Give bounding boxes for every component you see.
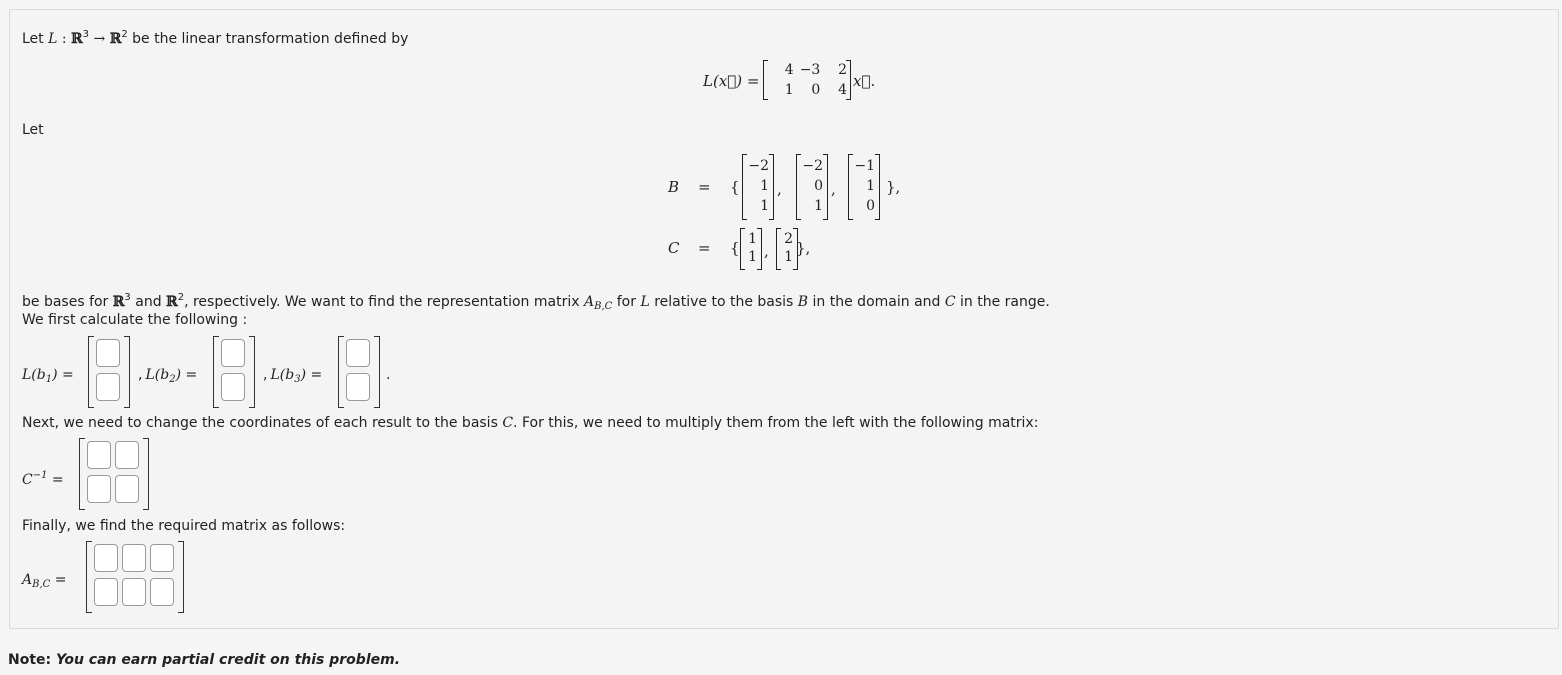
lb2-text: L(b — [145, 367, 170, 383]
vector-bracket-right — [757, 228, 762, 270]
abc-input-r2c2[interactable] — [122, 578, 146, 606]
definition-matrix-cell: 4 — [838, 82, 847, 98]
colon: : — [57, 31, 72, 47]
basis-b-label: B — [668, 178, 680, 196]
vector-entry: 1 — [748, 249, 757, 265]
basis-c-comma: , — [764, 242, 769, 260]
vector-entry: 1 — [784, 249, 793, 265]
column-vector — [799, 156, 823, 216]
abc-input-r2c1[interactable] — [94, 578, 118, 606]
domain-space: ℝ — [71, 31, 83, 47]
let-label: Let — [22, 122, 44, 138]
definition-lhs: L(x⃗) = — [703, 72, 760, 90]
vector-entry: 0 — [866, 198, 875, 214]
cinv-bracket-right — [143, 438, 149, 510]
vector-entry: 1 — [866, 178, 875, 194]
note-text: You can earn partial credit on this problem. — [56, 652, 401, 668]
vector-bracket-right — [823, 154, 828, 220]
def-bracket-right — [846, 60, 851, 100]
column-vector — [743, 230, 757, 266]
lb3-comma: , — [263, 367, 268, 383]
lb3-bracket-left — [338, 336, 344, 408]
domain-exp: 3 — [82, 29, 90, 40]
column-vector — [851, 156, 875, 216]
map-name: L — [48, 31, 58, 47]
lb2-sub: 2 — [169, 374, 176, 385]
abc-input-r2c3[interactable] — [150, 578, 174, 606]
definition-matrix — [767, 60, 847, 100]
lb3-period: . — [386, 367, 391, 383]
cinv-input-r1c1[interactable] — [87, 441, 111, 469]
lb2-bracket-right — [249, 336, 255, 408]
bs-p1: be bases for — [22, 294, 113, 310]
lb3-bracket-right — [374, 336, 380, 408]
lb1-input-r1c1[interactable] — [96, 339, 120, 367]
cinv-bracket-left — [79, 438, 85, 510]
lb1-input-r2c1[interactable] — [96, 373, 120, 401]
basis-b-close-brace: }, — [886, 178, 901, 196]
lb1-sub: 1 — [45, 374, 53, 385]
column-vector — [779, 230, 793, 266]
basis-c-close-brace: }, — [796, 239, 811, 257]
bs-r2: ℝ — [166, 294, 178, 310]
cinv-exp: −1 — [32, 470, 48, 481]
vector-entry: 0 — [814, 178, 823, 194]
abc-input-r1c2[interactable] — [122, 544, 146, 572]
first-calc-text: We first calculate the following : — [22, 312, 248, 328]
lb2-bracket-left — [213, 336, 219, 408]
finally-text: Finally, we find the required matrix as follows: — [22, 518, 346, 534]
vector-entry: −2 — [802, 158, 823, 174]
basis-b-comma: , — [777, 180, 782, 198]
vector-entry: 2 — [784, 231, 793, 247]
definition-matrix-cell: 4 — [784, 62, 794, 78]
abc-input-r1c1[interactable] — [94, 544, 118, 572]
bs-r2-exp: 2 — [177, 292, 185, 303]
abc-bracket-left — [86, 541, 92, 613]
ns-c-sym: C — [502, 415, 514, 431]
bs-p3: , respectively. We want to find the representation matrix — [184, 294, 584, 310]
cinv-equals: = — [47, 472, 64, 488]
bs-p7: in the range. — [955, 294, 1050, 310]
abc-sub: B,C — [32, 579, 51, 590]
bs-r3-exp: 3 — [124, 292, 131, 303]
vector-entry: 1 — [760, 178, 769, 194]
lb2-label — [138, 366, 197, 389]
lb2-input-r1c1[interactable] — [221, 339, 245, 367]
lb2-comma: , — [138, 367, 143, 383]
lb1-label — [22, 366, 74, 389]
lb2-input-r2c1[interactable] — [221, 373, 245, 401]
bs-p6: in the domain and — [808, 294, 945, 310]
basis-b-equals: = — [698, 178, 711, 196]
lb1-paren: ) — [52, 367, 58, 383]
cinv-input-r1c2[interactable] — [115, 441, 139, 469]
lb1-text: L(b — [22, 367, 46, 383]
definition-matrix-cell: −3 — [799, 62, 821, 78]
lb3-paren: ) — [300, 367, 307, 383]
basis-b-comma: , — [831, 180, 836, 198]
abc-label — [22, 571, 67, 594]
vector-entry: 1 — [760, 198, 769, 214]
lb3-equals: = — [306, 367, 323, 383]
range-space: ℝ — [109, 31, 122, 47]
abc-bracket-right — [178, 541, 184, 613]
cinv-input-r2c1[interactable] — [87, 475, 111, 503]
bs-b-sym: B — [797, 294, 809, 310]
definition-matrix-cell: 0 — [811, 82, 821, 98]
basis-c-equals: = — [698, 239, 711, 257]
note — [8, 652, 400, 668]
vector-entry: 1 — [748, 231, 757, 247]
bs-p5: relative to the basis — [649, 294, 798, 310]
cinv-sym: C — [22, 472, 33, 488]
range-exp: 2 — [121, 29, 128, 40]
vector-bracket-right — [875, 154, 880, 220]
lb3-label — [263, 366, 322, 389]
vector-entry: −1 — [854, 158, 875, 174]
next-sentence — [22, 414, 1038, 432]
lb3-input-r1c1[interactable] — [346, 339, 370, 367]
bs-a-sub: B,C — [594, 301, 613, 312]
definition-matrix-cell: 2 — [838, 62, 847, 78]
vector-entry: −2 — [748, 158, 769, 174]
intro-line — [22, 26, 408, 48]
bs-c-sym: C — [944, 294, 956, 310]
lb2-paren: ) — [175, 367, 182, 383]
column-vector — [745, 156, 769, 216]
lb3-sub: 3 — [294, 374, 301, 385]
vector-entry: 1 — [814, 198, 823, 214]
basis-c-label: C — [668, 239, 680, 257]
ns-p2: . For this, we need to multiply them from the left with the following matrix: — [513, 415, 1039, 431]
arrow: → — [89, 31, 110, 47]
basis-c-open-brace: { — [730, 239, 740, 257]
abc-equals: = — [50, 572, 67, 588]
lb1-bracket-left — [88, 336, 94, 408]
basis-b-open-brace: { — [730, 178, 740, 196]
abc-sym: A — [22, 572, 33, 588]
bs-p2: and — [130, 294, 167, 310]
definition-rhs: x⃗. — [853, 72, 876, 90]
abc-input-r1c3[interactable] — [150, 544, 174, 572]
ns-p1: Next, we need to change the coordinates of each result to the basis — [22, 415, 503, 431]
lb3-input-r2c1[interactable] — [346, 373, 370, 401]
note-label: Note: — [8, 652, 52, 668]
lb2-equals: = — [181, 367, 198, 383]
definition-matrix-cell: 1 — [784, 82, 794, 98]
bs-l-sym: L — [640, 294, 650, 310]
vector-bracket-right — [769, 154, 774, 220]
lb1-bracket-right — [124, 336, 130, 408]
bs-r3: ℝ — [112, 294, 125, 310]
intro-prefix: Let — [22, 31, 44, 47]
cinv-input-r2c2[interactable] — [115, 475, 139, 503]
bs-a-sym: A — [583, 294, 595, 310]
bs-p4: for — [612, 294, 641, 310]
intro-suffix: be the linear transformation defined by — [127, 31, 409, 47]
lb1-equals: = — [57, 367, 74, 383]
lb3-text: L(b — [270, 367, 295, 383]
c-inverse-label — [22, 467, 64, 489]
